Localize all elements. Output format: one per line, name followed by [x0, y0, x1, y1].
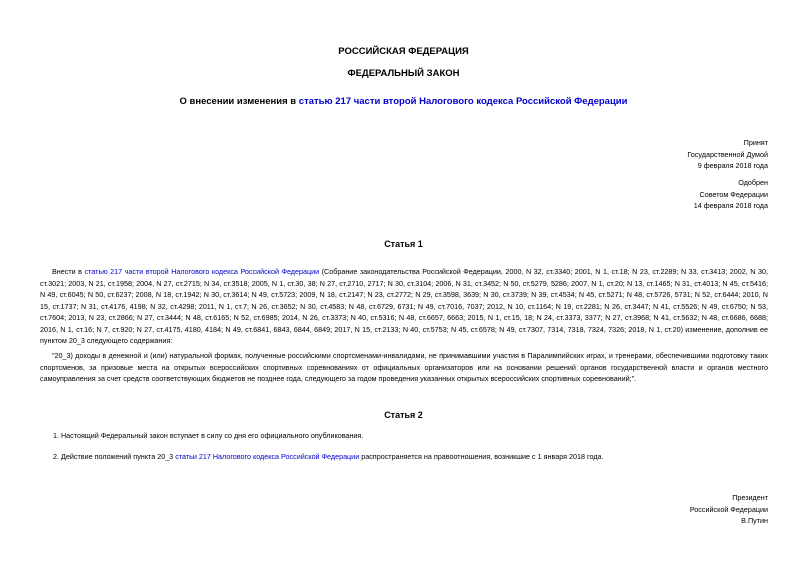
law-title-link[interactable]: статью 217 части второй Налогового кодекса Российской Федерации	[298, 96, 628, 107]
article-2-link[interactable]: статьи 217 Налогового кодекса Российской Федерации	[175, 452, 360, 461]
law-title	[0, 96, 807, 107]
article-2-p2-pre: 2. Действие положений пункта 20_3	[53, 452, 176, 461]
article-1-paragraph-2: "20_3) доходы в денежной и (или) натуральной формах, полученные российскими спортсменами-инвалидами, не принимавшими участия в Паралимпийских играх, и тренерами, обеспечившими подготовку таких спортсменов, за призовые места на открытых всероссийских спортивных соревнованиях от официальных организаторов или на основании решений органов государственной власти и органов местного самоуправления за счет средств соответствующих бюджетов не позднее года, следующего за годом проведения указанных открытых всероссийских спортивных соревнований;".	[40, 351, 768, 383]
article-1-link[interactable]: статью 217 части второй Налогового кодекса Российской Федерации	[84, 267, 320, 276]
approved-line1: Одобрен	[738, 178, 768, 187]
signature-block	[690, 492, 768, 527]
approved-line2: Советом Федерации	[699, 189, 768, 199]
article-2-paragraph-1: 1. Настоящий Федеральный закон вступает в силу со дня его официального опубликования.	[53, 431, 364, 440]
signature-title: Президент	[732, 493, 768, 502]
adopted-date: 9 февраля 2018 года	[697, 161, 768, 170]
article-1-heading: Статья 1	[384, 239, 423, 249]
article-1-p1-pre: Внести в	[52, 267, 85, 276]
article-1-paragraph-1	[40, 266, 768, 347]
country-heading: РОССИЙСКАЯ ФЕДЕРАЦИЯ	[338, 46, 469, 57]
approved-block	[694, 177, 768, 212]
article-2-heading: Статья 2	[384, 410, 423, 420]
article-2-paragraph-2	[53, 451, 768, 463]
doc-type-heading: ФЕДЕРАЛЬНЫЙ ЗАКОН	[347, 68, 460, 79]
signature-country: Российской Федерации	[689, 504, 768, 514]
approved-date: 14 февраля 2018 года	[693, 201, 768, 210]
adopted-block	[687, 137, 768, 172]
adopted-line2: Государственной Думой	[687, 149, 768, 159]
law-title-text: О внесении изменения в	[179, 96, 299, 107]
signature-name: В.Путин	[741, 516, 768, 525]
article-2-p2-post: распространяется на правоотношения, возникшие с 1 января 2018 года.	[359, 452, 604, 461]
adopted-line1: Принят	[743, 138, 768, 147]
article-1-p1-post: (Собрание законодательства Российской Федерации, 2000, N 32, ст.3340; 2001, N 1, ст.18; N 23, ст.2289; N 33, ст.3413; 2002, N 30, ст.3021; 2003, N 21, ст.1958; 2004, N 27, ст.2715; N 34, ст.3518; 2005, N 1, ст.30, 38; N 27, ст.2710, 2717; N 30, ст.3104; 2006, N 31, ст.3452; N 50, ст.5279, 5286; 2007, N 1, ст.20; N 13, ст.1465; N 31, ст.4013; N 45, ст.5416; N 49, ст.6045; N 50, ст.6237; 2008, N 18, ст.1942; N 30, ст.3614; N 49, ст.5723; 2009, N 18, ст.2147; N 23, ст.2772; N 29, ст.3598, 3639; N 30, ст.3739; N 39, ст.4534; N 45, ст.5271; N 48, ст.5726, 5731; N 52, ст.6444; 2010, N 15, ст.1737; N 31, ст.4176, 4198; N 32, ст.4298; 2011, N 1, ст.7; N 26, ст.3652; N 30, ст.4583; N 48, ст.6729, 6731; N 49, ст.7016, 7037; 2012, N 10, ст.1164; N 19, ст.2281; N 26, ст.3447; N 41, ст.5526; N 49, ст.6750; N 53, ст.7604; 2013, N 23, ст.2866; N 27, ст.3444; N 48, ст.6165; N 52, ст.6985; 2014, N 26, ст.3373; N 40, ст.5316; N 48, ст.6657, 6663; 2015, N 1, ст.15, 18; N 24, ст.3373, 3377; N 27, ст.3968; N 41, ст.5632; N 48, ст.6686, 6688; 2016, N 1, ст.16; N 7, ст.920; N 27, ст.4175, 4180, 4184; N 49, ст.6841, 6843, 6844, 6849; 2017, N 15, ст.2133; N 40, ст.5753; N 45, ст.6578; N 49, ст.7307, 7314, 7318, 7324, 7326; 2018, N 1, ст.20) изменение, дополнив ее пунктом 20_3 следующего содержания:	[40, 267, 768, 345]
